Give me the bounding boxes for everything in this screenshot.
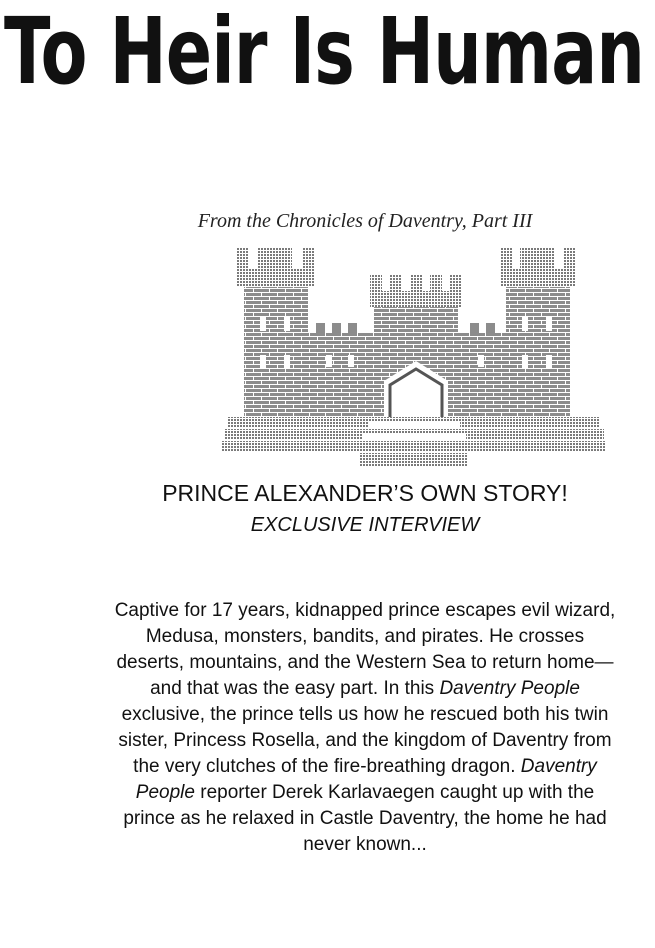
article-text: Captive for 17 years, kidnapped prince escapes evil wizard, Medusa, monsters, bandits, and pirates. He crosses deserts, mountains, and the Western Sea to return home—and that was the easy part. In this bbox=[114, 600, 616, 699]
page-title: To Heir Is Human bbox=[4, 0, 645, 105]
subheadline: EXCLUSIVE INTERVIEW bbox=[250, 514, 480, 536]
castle-icon bbox=[222, 245, 606, 470]
left-tower bbox=[236, 247, 314, 417]
article-paragraph bbox=[110, 598, 620, 858]
right-tower bbox=[500, 247, 576, 417]
article-text: exclusive, the prince tells us how he rescued both his twin sister, Princess Rosella, and the kingdom of Daventry from the very clutches of the fire-breathing dragon. bbox=[118, 704, 612, 777]
castle-steps bbox=[222, 417, 606, 467]
publication-name: Daventry People bbox=[135, 756, 597, 803]
publication-name: Daventry People bbox=[439, 678, 580, 699]
headline: PRINCE ALEXANDER’S OWN STORY! bbox=[162, 480, 568, 506]
article-text: reporter Derek Karlavaegen caught up with the prince as he relaxed in Castle Daventry, the home he had never known... bbox=[123, 782, 607, 855]
series-subtitle: From the Chronicles of Daventry, Part III bbox=[197, 210, 533, 232]
